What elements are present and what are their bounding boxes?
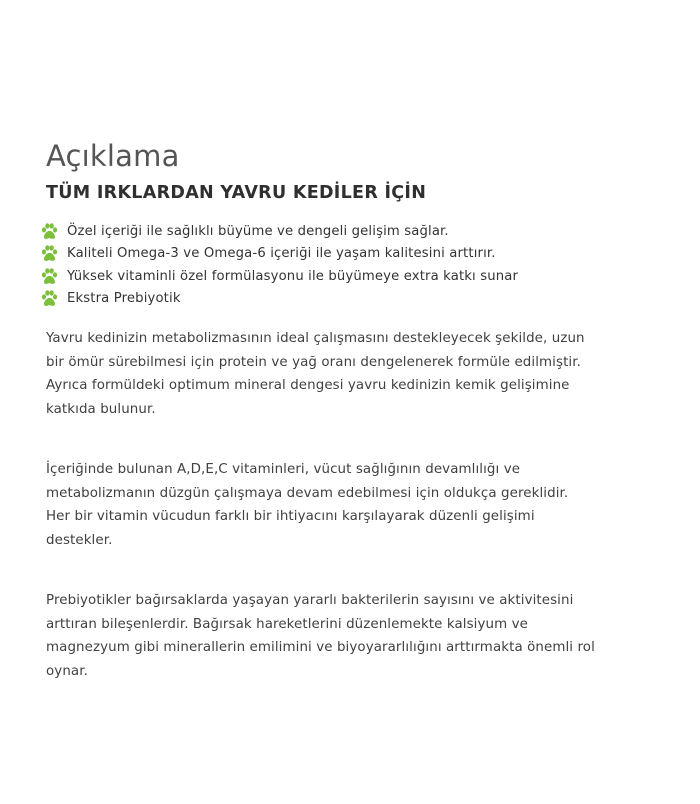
paragraph-line: metabolizmanın düzgün çalışmaya devam edebilmesi için oldukça gereklidir. xyxy=(46,485,569,501)
feature-item xyxy=(40,265,676,288)
paragraph-line: Yavru kedinizin metabolizmasının ideal çalışmasını destekleyecek şekilde, uzun xyxy=(46,331,585,346)
section-heading: Açıklama xyxy=(46,139,180,173)
feature-text: Ekstra Prebiyotik xyxy=(67,291,181,307)
paragraph-line: katkıda bulunur. xyxy=(46,401,156,417)
paw-icon xyxy=(40,267,59,286)
paragraph-vitamins xyxy=(46,458,676,552)
feature-item xyxy=(40,243,676,266)
paw-icon xyxy=(40,289,59,308)
feature-item xyxy=(40,288,676,311)
paw-icon xyxy=(40,222,59,241)
paragraph-line: Ayrıca formüldeki optimum mineral dengesi yavru kedinizin kemik gelişimine xyxy=(46,378,570,393)
feature-text: Kaliteli Omega-3 ve Omega-6 içeriği ile yaşam kalitesini arttırır. xyxy=(67,246,496,262)
paragraph-line: oynar. xyxy=(46,663,88,679)
paragraph-line: destekler. xyxy=(46,532,113,548)
paragraph-nutrition xyxy=(46,327,676,421)
feature-text: Yüksek vitaminli özel formülasyonu ile büyümeye extra katkı sunar xyxy=(67,268,519,284)
feature-item xyxy=(40,220,676,243)
paragraph-line: İçeriğinde bulunan A,D,E,C vitaminleri, vücut sağlığının devamlılığı ve xyxy=(46,462,521,477)
product-subheading: TÜM IRKLARDAN YAVRU KEDİLER İÇİN xyxy=(46,183,427,203)
paragraph-prebiotics xyxy=(46,589,676,683)
paragraph-line: arttıran bileşenlerdir. Bağırsak hareketlerini düzenlemekte kalsiyum ve xyxy=(46,616,528,632)
feature-list xyxy=(40,220,676,310)
paragraph-line: magnezyum gibi minerallerin emilimini ve biyoyararlılığını arttırmakta önemli rol xyxy=(46,640,595,655)
product-description xyxy=(46,138,676,683)
feature-text: Özel içeriği ile sağlıklı büyüme ve dengeli gelişim sağlar. xyxy=(67,223,449,239)
paw-icon xyxy=(40,244,59,263)
paragraph-line: Prebiyotikler bağırsaklarda yaşayan yararlı bakterilerin sayısını ve aktivitesini xyxy=(46,593,574,608)
paragraph-line: bir ömür sürebilmesi için protein ve yağ oranı dengelenerek formüle edilmiştir. xyxy=(46,354,581,370)
paragraph-line: Her bir vitamin vücudun farklı bir ihtiyacını karşılayarak düzenli gelişimi xyxy=(46,509,535,524)
